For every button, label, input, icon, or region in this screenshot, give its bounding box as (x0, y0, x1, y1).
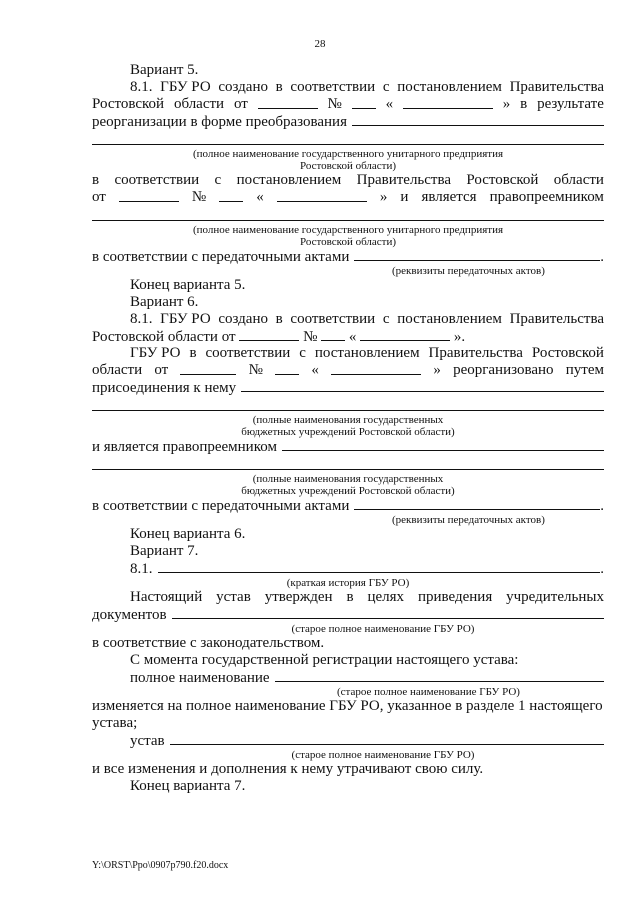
fill-line[interactable] (92, 130, 604, 145)
v7-line-3 (92, 606, 604, 623)
v5-line-1 (92, 79, 604, 96)
word: Правительства (509, 311, 604, 327)
text: присоединения к нему (92, 380, 237, 396)
word: Правительства (428, 345, 523, 361)
word: приведения (417, 589, 493, 605)
caption: (полные наименования государственных (252, 414, 444, 426)
fill-blank[interactable] (275, 669, 604, 682)
word: № (327, 96, 342, 112)
date-blank[interactable] (258, 96, 318, 109)
word: создано (218, 311, 268, 327)
document-body (92, 62, 604, 795)
word: № (303, 329, 318, 345)
word: Ростовской (466, 172, 539, 188)
word: с (214, 172, 222, 188)
text: в соответствии с передаточными актами (92, 249, 350, 265)
number-blank[interactable] (352, 96, 376, 109)
v7-line-1: 8.1. . (130, 561, 604, 577)
caption: (старое полное наименование ГБУ РО) (291, 623, 475, 635)
date-text-blank[interactable] (331, 362, 421, 375)
date-blank[interactable] (239, 328, 299, 341)
date-text-blank[interactable] (360, 328, 450, 341)
v6-line-7: в соответствии с передаточными актами . (92, 498, 604, 514)
text: устав (130, 733, 165, 749)
word: в (92, 172, 100, 188)
page-number: 28 (314, 38, 326, 50)
word: в (189, 345, 197, 361)
number-blank[interactable] (321, 328, 345, 341)
caption: (полное наименование государственного унитарного предприятия (192, 224, 504, 236)
word: ГБУ РО (160, 311, 211, 327)
word: соответствии (290, 311, 376, 327)
text: документов (92, 607, 167, 623)
v6-line-2 (92, 328, 604, 345)
word: учредительных (506, 589, 604, 605)
fill-blank[interactable] (170, 732, 604, 745)
v7-line-7: изменяется на полное наименование ГБУ РО, указанное в разделе 1 настоящего (92, 698, 603, 714)
v6-line-4 (92, 362, 604, 379)
word: области (553, 172, 604, 188)
word: Правительства (356, 172, 452, 188)
caption: (старое полное наименование ГБУ РО) (337, 686, 520, 698)
date-text-blank[interactable] (403, 96, 493, 109)
fill-blank[interactable] (354, 248, 600, 261)
fill-line[interactable] (92, 455, 604, 470)
text: и является правопреемником (92, 439, 277, 455)
variant-7-end: Конец варианта 7. (130, 778, 246, 794)
fill-blank[interactable] (158, 560, 601, 573)
word: путем (565, 362, 604, 378)
word: от (154, 362, 169, 378)
text: в соответствии с передаточными актами (92, 498, 350, 514)
variant-5-end: Конец варианта 5. (130, 277, 246, 293)
v7-line-10: и все изменения и дополнения к нему утрачивают свою силу. (92, 761, 484, 777)
word: » (433, 362, 441, 378)
v7-line-9 (92, 732, 604, 749)
word: Ростовской (531, 345, 604, 361)
word: 8.1. (130, 311, 153, 327)
word: » (502, 96, 511, 112)
v7-line-5: С момента государственной регистрации настоящего устава: (130, 652, 519, 668)
v7-line-4: в соответствие с законодательством. (92, 635, 325, 651)
word: № (191, 189, 207, 205)
caption: (реквизиты передаточных актов) (392, 514, 545, 526)
word: соответствии (205, 345, 291, 361)
word: Настоящий (130, 589, 203, 605)
v5-line-4 (92, 172, 604, 189)
fill-blank[interactable] (282, 438, 604, 451)
variant-6-heading: Вариант 6. (130, 294, 199, 310)
text: Ростовской области от (92, 329, 236, 345)
date-blank[interactable] (119, 189, 179, 202)
word: постановлением (236, 172, 342, 188)
date-blank[interactable] (180, 362, 236, 375)
v6-line-3 (92, 345, 604, 362)
word: правопреемником (489, 189, 604, 205)
word: результате (537, 96, 604, 112)
word: в (346, 589, 354, 605)
word: создано (218, 79, 268, 95)
v5-line-5 (92, 189, 604, 206)
fill-blank[interactable] (352, 113, 604, 126)
word: « (256, 189, 264, 205)
word: « (385, 96, 394, 112)
text: 8.1. (130, 561, 153, 577)
word: » (379, 189, 388, 205)
word: 8.1. (130, 79, 153, 95)
word: « (311, 362, 319, 378)
v7-line-8: устава; (92, 715, 138, 731)
number-blank[interactable] (219, 189, 243, 202)
word: в (275, 311, 283, 327)
v5-line-6: в соответствии с передаточными актами . (92, 249, 604, 265)
caption: (полные наименования государственных (252, 473, 444, 485)
word: в (275, 79, 283, 95)
variant-6-end: Конец варианта 6. (130, 526, 246, 542)
word: « (348, 329, 357, 345)
word: ГБУ РО (160, 79, 211, 95)
caption: бюджетных учреждений Ростовской области) (241, 426, 455, 438)
word: постановлением (397, 79, 502, 95)
word: соответствии (114, 172, 200, 188)
text: полное наименование (130, 670, 270, 686)
caption: Ростовской области) (299, 160, 397, 172)
word: от (92, 189, 106, 205)
caption: (старое полное наименование ГБУ РО) (291, 749, 475, 761)
word: с (382, 311, 390, 327)
word: устав (216, 589, 251, 605)
number-blank[interactable] (275, 362, 299, 375)
caption: (реквизиты передаточных актов) (392, 265, 545, 277)
v5-line-2 (92, 96, 604, 113)
word: постановлением (397, 311, 502, 327)
word: с (382, 79, 390, 95)
word: Правительства (509, 79, 604, 95)
fill-blank[interactable] (354, 497, 600, 510)
word: от (233, 96, 248, 112)
word: и (400, 189, 409, 205)
fill-line[interactable] (92, 396, 604, 411)
word: ». (453, 329, 466, 345)
text: реорганизации в форме преобразования (92, 114, 347, 130)
v7-line-6 (92, 669, 604, 686)
v6-line-1 (92, 311, 604, 328)
word: Ростовской (92, 96, 165, 112)
variant-5-heading: Вариант 5. (130, 62, 199, 78)
caption: бюджетных учреждений Ростовской области) (241, 485, 455, 497)
word: целях (367, 589, 405, 605)
caption: (полное наименование государственного унитарного предприятия (192, 148, 504, 160)
variant-7-heading: Вариант 7. (130, 543, 199, 559)
fill-blank[interactable] (172, 606, 604, 619)
file-path-footer: Y:\ORST\Ppo\0907p790.f20.docx (92, 860, 229, 871)
word: с (299, 345, 306, 361)
fill-blank[interactable] (241, 379, 604, 392)
word: является (421, 189, 477, 205)
caption: Ростовской области) (299, 236, 397, 248)
v7-line-2 (92, 589, 604, 606)
word: № (248, 362, 263, 378)
v6-line-5 (92, 379, 604, 396)
word: области (173, 96, 225, 112)
word: соответствии (290, 79, 376, 95)
word: утвержден (264, 589, 333, 605)
date-text-blank[interactable] (277, 189, 367, 202)
v6-line-6 (92, 438, 604, 455)
word: в (520, 96, 528, 112)
word: реорганизовано (453, 362, 554, 378)
word: области (92, 362, 143, 378)
v5-line-3 (92, 113, 604, 130)
word: ГБУ РО (130, 345, 181, 361)
caption: (краткая история ГБУ РО) (286, 577, 410, 589)
fill-line[interactable] (92, 206, 604, 221)
word: постановлением (314, 345, 420, 361)
